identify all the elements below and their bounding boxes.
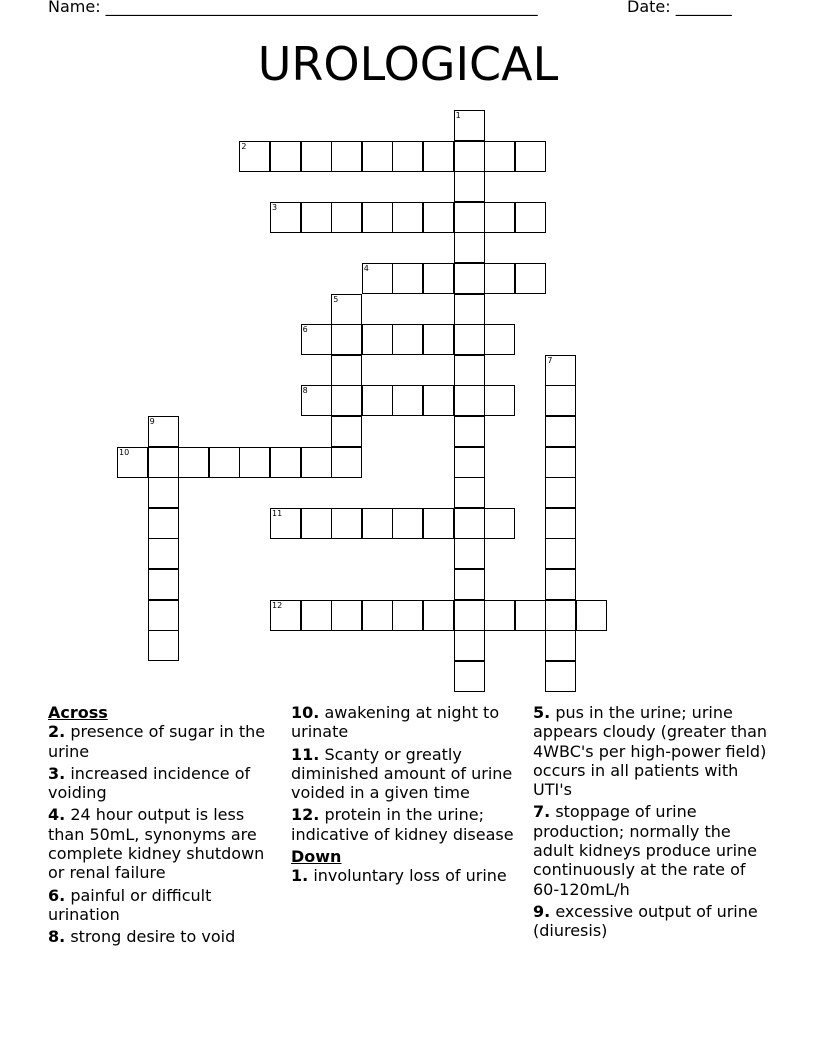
crossword-cell[interactable] — [545, 600, 576, 631]
crossword-cell[interactable] — [301, 141, 332, 172]
crossword-cell[interactable] — [209, 447, 240, 478]
crossword-cell[interactable] — [484, 263, 515, 294]
clue-column-2 — [291, 703, 523, 889]
clue-across-6 — [48, 886, 283, 925]
crossword-cell[interactable] — [454, 324, 485, 355]
crossword-cell[interactable] — [331, 447, 362, 478]
crossword-cell[interactable] — [454, 508, 485, 539]
crossword-cell[interactable] — [362, 385, 393, 416]
crossword-cell[interactable] — [454, 294, 485, 325]
crossword-cell[interactable] — [545, 385, 576, 416]
crossword-cell[interactable] — [576, 600, 607, 631]
crossword-cell[interactable] — [545, 538, 576, 569]
crossword-cell[interactable] — [454, 141, 485, 172]
crossword-cell[interactable] — [331, 385, 362, 416]
crossword-cell[interactable] — [239, 447, 270, 478]
crossword-cell[interactable] — [484, 141, 515, 172]
crossword-cell[interactable] — [454, 477, 485, 508]
clue-across-12 — [291, 805, 523, 844]
crossword-cell[interactable] — [484, 600, 515, 631]
crossword-cell[interactable] — [454, 416, 485, 447]
clue-number: 6. — [48, 885, 66, 905]
crossword-cell[interactable] — [454, 569, 485, 600]
crossword-cell[interactable] — [362, 324, 393, 355]
crossword-cell[interactable] — [454, 538, 485, 569]
cell-number: 2 — [241, 141, 247, 151]
crossword-cell[interactable] — [239, 141, 270, 172]
clue-text: involuntary loss of urine — [313, 866, 507, 886]
cell-number: 12 — [272, 600, 283, 610]
crossword-cell[interactable] — [148, 447, 179, 478]
clue-number: 10. — [291, 703, 320, 722]
clue-across-4 — [48, 805, 283, 882]
clue-text: excessive output of urine (diuresis) — [533, 901, 758, 941]
clue-number: 1. — [291, 866, 309, 886]
crossword-cell[interactable] — [454, 263, 485, 294]
crossword-cell[interactable] — [270, 141, 301, 172]
crossword-cell[interactable] — [331, 355, 362, 386]
clue-text: painful or difficult urination — [48, 885, 212, 924]
crossword-cell[interactable] — [423, 324, 454, 355]
crossword-cell[interactable] — [423, 508, 454, 539]
clue-text: awakening at night to urinate — [291, 703, 500, 742]
clue-number: 11. — [291, 744, 320, 764]
crossword-cell[interactable] — [392, 202, 423, 233]
crossword-cell[interactable] — [484, 202, 515, 233]
clue-column-3 — [533, 703, 773, 944]
clue-text: 24 hour output is less than 50mL, synonyms are complete kidney shutdown or renal failure — [48, 805, 265, 883]
crossword-cell[interactable] — [454, 385, 485, 416]
cell-number: 4 — [363, 264, 369, 273]
clue-across-10 — [291, 703, 523, 742]
crossword-cell[interactable] — [515, 202, 546, 233]
clue-text: strong desire to void — [70, 927, 236, 947]
crossword-cell[interactable] — [148, 538, 179, 569]
crossword-cell[interactable] — [270, 508, 301, 539]
crossword-cell[interactable] — [392, 263, 423, 294]
crossword-cell[interactable] — [301, 202, 332, 233]
crossword-cell[interactable] — [270, 202, 301, 233]
crossword-cell[interactable] — [392, 141, 423, 172]
crossword-cell[interactable] — [423, 385, 454, 416]
cell-number: 10 — [119, 447, 130, 457]
crossword-cell[interactable] — [454, 171, 485, 202]
crossword-cell[interactable] — [331, 141, 362, 172]
crossword-cell[interactable] — [331, 294, 362, 325]
cell-number: 11 — [272, 508, 283, 518]
clue-number: 8. — [48, 927, 66, 947]
crossword-cell[interactable] — [545, 447, 576, 478]
clue-text: increased incidence of voiding — [48, 763, 251, 803]
crossword-cell[interactable] — [331, 324, 362, 355]
date-field-line: Date: _______ — [627, 0, 732, 16]
crossword-cell[interactable] — [331, 202, 362, 233]
crossword-cell[interactable] — [331, 416, 362, 447]
cell-number: 6 — [302, 325, 308, 335]
crossword-cell[interactable] — [454, 447, 485, 478]
crossword-cell[interactable] — [362, 508, 393, 539]
clue-across-8 — [48, 927, 283, 946]
crossword-cell[interactable] — [454, 630, 485, 661]
crossword-cell[interactable] — [362, 263, 393, 294]
clue-across-2 — [48, 722, 283, 761]
crossword-cell[interactable] — [545, 416, 576, 447]
crossword-cell[interactable] — [545, 355, 576, 386]
crossword-cell[interactable] — [454, 232, 485, 263]
down-heading: Down — [291, 847, 342, 867]
crossword-cell[interactable] — [117, 447, 148, 478]
crossword-cell[interactable] — [515, 600, 546, 631]
across-heading: Across — [48, 703, 108, 722]
crossword-cell[interactable] — [301, 600, 332, 631]
clue-down-1 — [291, 866, 523, 885]
crossword-cell[interactable] — [148, 508, 179, 539]
name-field-line: Name: ______________________________________________________ — [48, 0, 538, 16]
clue-down-7 — [533, 802, 773, 898]
crossword-cell[interactable] — [454, 600, 485, 631]
crossword-cell[interactable] — [515, 263, 546, 294]
crossword-cell[interactable] — [423, 141, 454, 172]
crossword-cell[interactable] — [362, 600, 393, 631]
crossword-cell[interactable] — [148, 600, 179, 631]
crossword-cell[interactable] — [148, 569, 179, 600]
crossword-cell[interactable] — [545, 630, 576, 661]
crossword-cell[interactable] — [423, 263, 454, 294]
crossword-cell[interactable] — [301, 385, 332, 416]
clue-number: 2. — [48, 722, 66, 742]
crossword-cell[interactable] — [301, 324, 332, 355]
crossword-cell[interactable] — [423, 202, 454, 233]
clue-text: stoppage of urine production; normally the adult kidneys produce urine continuously at the rate of 60-120mL/h — [533, 802, 757, 899]
page-title: UROLOGICAL — [257, 37, 559, 91]
crossword-cell[interactable] — [392, 508, 423, 539]
clue-number: 4. — [48, 805, 66, 825]
crossword-cell[interactable] — [270, 600, 301, 631]
crossword-cell[interactable] — [148, 477, 179, 508]
clue-text: Scanty or greatly diminished amount of urine voided in a given time — [291, 744, 513, 803]
crossword-cell[interactable] — [148, 630, 179, 661]
cell-number: 1 — [455, 111, 461, 120]
crossword-cell[interactable] — [545, 508, 576, 539]
crossword-cell[interactable] — [454, 661, 485, 692]
cell-number: 5 — [333, 294, 339, 304]
crossword-cell[interactable] — [484, 385, 515, 416]
crossword-cell[interactable] — [545, 569, 576, 600]
clue-down-5 — [533, 703, 773, 799]
crossword-cell[interactable] — [331, 600, 362, 631]
crossword-cell[interactable] — [545, 661, 576, 692]
crossword-cell[interactable] — [331, 508, 362, 539]
crossword-cell[interactable] — [270, 447, 301, 478]
crossword-cell[interactable] — [362, 202, 393, 233]
crossword-cell[interactable] — [454, 110, 485, 141]
cell-number: 3 — [272, 202, 278, 212]
crossword-cell[interactable] — [178, 447, 209, 478]
cell-number: 8 — [302, 386, 308, 396]
clue-column-1 — [48, 703, 283, 950]
clue-number: 9. — [533, 901, 551, 921]
crossword-cell[interactable] — [484, 508, 515, 539]
cell-number: 7 — [547, 355, 553, 365]
crossword-cell[interactable] — [454, 202, 485, 233]
crossword-cell[interactable] — [484, 324, 515, 355]
clue-number: 7. — [533, 802, 551, 822]
crossword-cell[interactable] — [423, 600, 454, 631]
clue-across-11 — [291, 745, 523, 803]
clue-text: protein in the urine; indicative of kidney disease — [291, 805, 514, 844]
crossword-cell[interactable] — [301, 508, 332, 539]
crossword-cell[interactable] — [392, 385, 423, 416]
clue-number: 3. — [48, 763, 66, 783]
crossword-cell[interactable] — [515, 141, 546, 172]
crossword-cell[interactable] — [301, 447, 332, 478]
crossword-cell[interactable] — [392, 600, 423, 631]
clue-text: pus in the urine; urine appears cloudy (greater than 4WBC's per high-power field) occurs in all patients with UTI's — [533, 703, 768, 800]
crossword-cell[interactable] — [545, 477, 576, 508]
clue-down-9 — [533, 902, 773, 941]
clue-number: 5. — [533, 703, 551, 722]
cell-number: 9 — [149, 417, 155, 426]
crossword-cell[interactable] — [362, 141, 393, 172]
crossword-cell[interactable] — [454, 355, 485, 386]
clue-text: presence of sugar in the urine — [48, 722, 266, 761]
clue-across-3 — [48, 764, 283, 803]
crossword-cell[interactable] — [148, 416, 179, 447]
clue-number: 12. — [291, 805, 320, 825]
crossword-cell[interactable] — [392, 324, 423, 355]
